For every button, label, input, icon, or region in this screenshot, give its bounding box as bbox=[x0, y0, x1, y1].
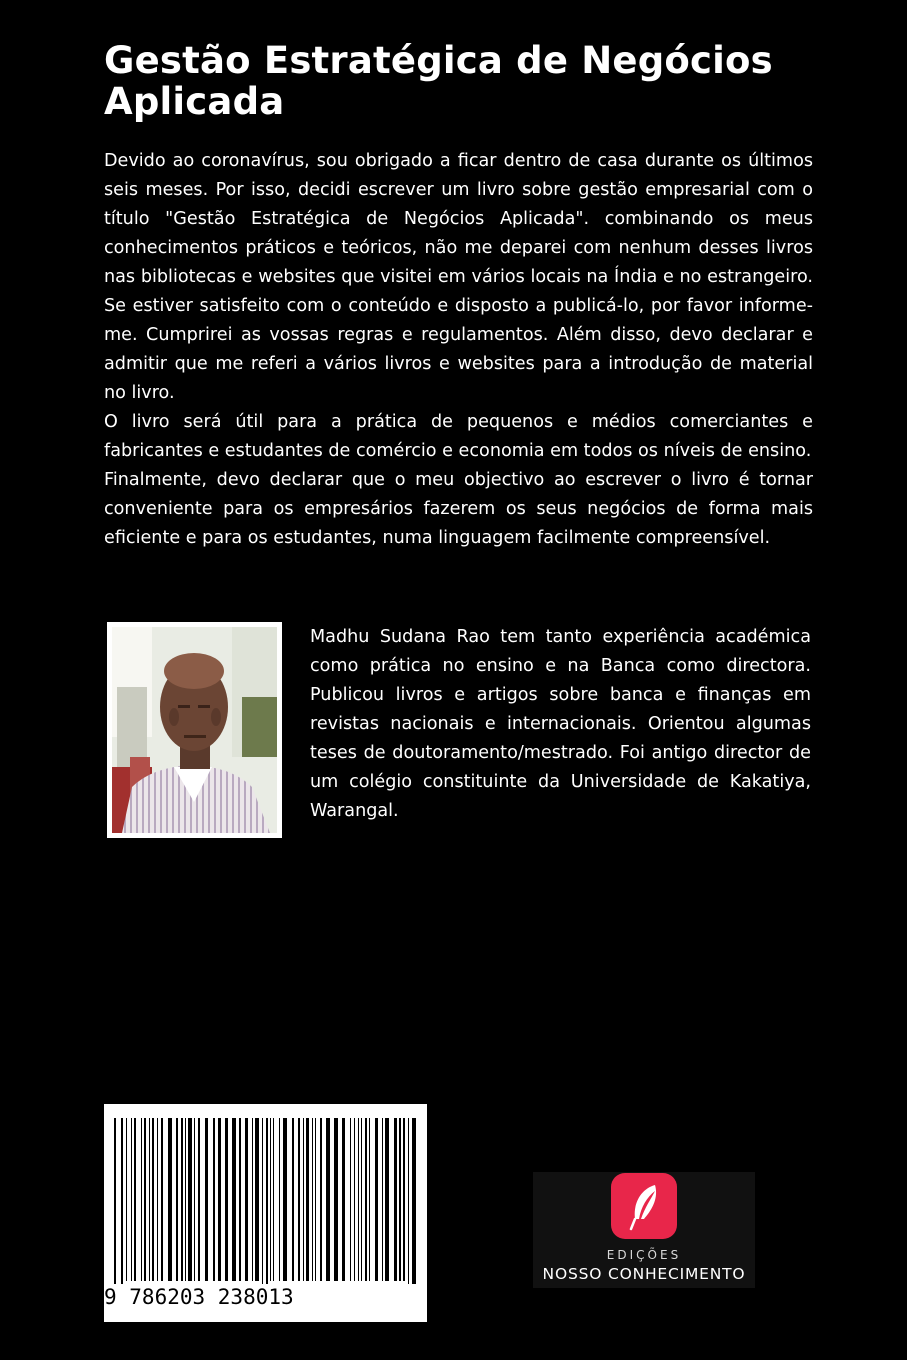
description-paragraph-1: Devido ao coronavírus, sou obrigado a ficar dentro de casa durante os últimos seis meses. Por isso, decidi escrever um livro sobre gestão empresarial com o título "Gestão Estratégica de Negócios Aplicada". combinando os meus conhecimentos práticos e teóricos, não me deparei com nenhum desses livros nas bibliotecas e websites que visitei em vários locais na Índia e no estrangeiro. Se estiver satisfeito com o conteúdo e disposto a publicá-lo, por favor informe-me. Cumprirei as vossas regras e regulamentos. Além disso, devo declarar e admitir que me referi a vários livros e websites para a introdução de material no livro. bbox=[104, 151, 813, 403]
barcode-bar bbox=[134, 1118, 136, 1281]
barcode-bar bbox=[198, 1118, 200, 1281]
barcode-bar bbox=[141, 1118, 142, 1281]
barcode-bar bbox=[152, 1118, 154, 1281]
publisher-line-2: NOSSO CONHECIMENTO bbox=[542, 1265, 746, 1283]
barcode-bar bbox=[408, 1118, 409, 1284]
barcode-bar bbox=[361, 1118, 362, 1281]
barcode-bar bbox=[394, 1118, 397, 1281]
book-title: Gestão Estratégica de Negócios Aplicada bbox=[104, 39, 773, 123]
barcode-bar bbox=[126, 1118, 127, 1281]
barcode-bar bbox=[312, 1118, 313, 1281]
barcode-bar bbox=[239, 1118, 241, 1281]
barcode-bar bbox=[279, 1118, 280, 1281]
barcode-bar bbox=[255, 1118, 259, 1281]
barcode-bar bbox=[218, 1118, 221, 1281]
publisher-line-1: EDIÇÕES bbox=[606, 1248, 682, 1262]
barcode-bar bbox=[232, 1118, 236, 1281]
barcode-bar bbox=[399, 1118, 401, 1281]
barcode-bar bbox=[181, 1118, 183, 1281]
isbn-barcode bbox=[104, 1104, 427, 1322]
barcode-bar bbox=[298, 1118, 300, 1281]
author-portrait-image bbox=[112, 627, 277, 833]
barcode-bar bbox=[412, 1118, 416, 1284]
barcode-digits: 9 786203 238013 bbox=[104, 1285, 294, 1309]
barcode-bar bbox=[292, 1118, 294, 1281]
barcode-bar bbox=[266, 1118, 268, 1284]
barcode-bar bbox=[273, 1118, 274, 1281]
barcode-bar bbox=[121, 1118, 123, 1284]
barcode-bar bbox=[382, 1118, 383, 1281]
barcode-bar bbox=[245, 1118, 248, 1281]
barcode-bar bbox=[358, 1118, 359, 1281]
book-description bbox=[104, 147, 813, 553]
barcode-bar bbox=[315, 1118, 316, 1281]
barcode-bar bbox=[334, 1118, 338, 1281]
barcode-bar bbox=[369, 1118, 370, 1281]
barcode-bar bbox=[144, 1118, 146, 1281]
barcode-bars bbox=[104, 1104, 427, 1284]
barcode-bar bbox=[385, 1118, 389, 1281]
barcode-bar bbox=[213, 1118, 215, 1281]
barcode-bar bbox=[365, 1118, 367, 1281]
description-paragraph-3: Finalmente, devo declarar que o meu objectivo ao escrever o livro é tornar conveniente para os empresários fazerem os seus negócios de forma mais eficiente e para os estudantes, numa linguagem facilmente compreensível. bbox=[104, 470, 813, 548]
barcode-bar bbox=[303, 1118, 304, 1281]
barcode-bar bbox=[350, 1118, 351, 1281]
barcode-bar bbox=[262, 1118, 263, 1284]
barcode-bar bbox=[320, 1118, 322, 1281]
barcode-bar bbox=[176, 1118, 178, 1281]
barcode-bar bbox=[188, 1118, 192, 1281]
barcode-bar bbox=[326, 1118, 330, 1281]
barcode-bar bbox=[161, 1118, 163, 1281]
barcode-bar bbox=[149, 1118, 150, 1281]
barcode-bar bbox=[403, 1118, 405, 1281]
barcode-bar bbox=[205, 1118, 208, 1281]
barcode-bar bbox=[342, 1118, 345, 1281]
description-paragraph-2: O livro será útil para a prática de pequenos e médios comerciantes e fabricantes e estudantes de comércio e economia em todos os níveis de ensino. bbox=[104, 412, 813, 461]
author-photo bbox=[107, 622, 282, 838]
barcode-bar bbox=[114, 1118, 116, 1284]
barcode-bar bbox=[270, 1118, 271, 1281]
author-bio: Madhu Sudana Rao tem tanto experiência académica como prática no ensino e na Banca como directora. Publicou livros e artigos sobre banca e finanças em revistas nacionais e internacionais. Orientou algumas teses de doutoramento/mestrado. Foi antigo director de um colégio constituinte da Universidade de Kakatiya, Warangal. bbox=[310, 627, 811, 821]
barcode-bar bbox=[168, 1118, 172, 1281]
barcode-bar bbox=[194, 1118, 195, 1281]
barcode-bar bbox=[131, 1118, 132, 1281]
feather-icon bbox=[611, 1173, 677, 1239]
publisher-logo bbox=[533, 1172, 755, 1288]
barcode-bar bbox=[225, 1118, 228, 1281]
barcode-bar bbox=[354, 1118, 355, 1281]
barcode-bar bbox=[185, 1118, 186, 1281]
barcode-bar bbox=[283, 1118, 287, 1281]
barcode-bar bbox=[157, 1118, 158, 1281]
barcode-bar bbox=[252, 1118, 253, 1281]
barcode-bar bbox=[375, 1118, 378, 1281]
barcode-bar bbox=[306, 1118, 309, 1281]
